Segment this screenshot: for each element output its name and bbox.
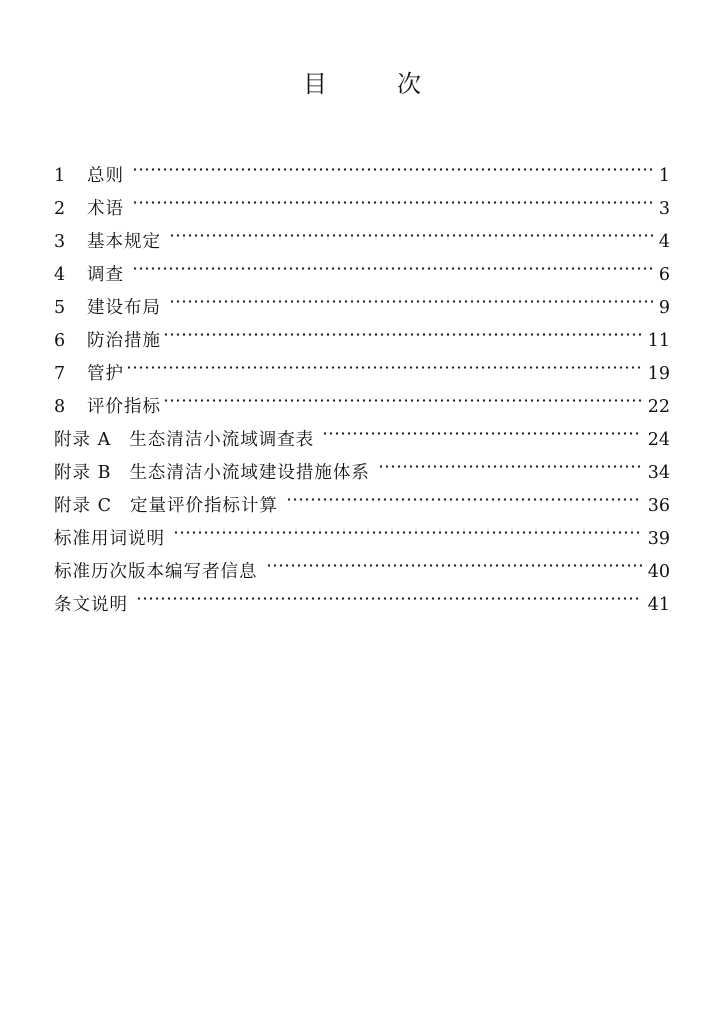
toc-entry-label: 标准用词说明: [54, 529, 165, 549]
toc-title-right: 次: [397, 70, 421, 98]
toc-leader-dots: [322, 412, 642, 445]
toc-leader-dots: [126, 346, 642, 379]
toc-entry[interactable]: [54, 148, 670, 186]
toc-leader-dots: [163, 379, 642, 412]
toc-entry-page: 41: [647, 595, 670, 615]
toc-appendix-prefix: 附录 B: [54, 463, 112, 483]
toc-entry-label: 管护: [87, 364, 124, 384]
toc-entry-label: 术语: [87, 199, 124, 219]
toc-appendix-prefix: 附录 A: [54, 430, 112, 450]
toc-leader-dots: [169, 280, 653, 313]
toc-leader-dots: [132, 181, 653, 214]
toc-entry-label: 基本规定: [87, 232, 161, 252]
toc-entry-page: 1: [658, 166, 670, 186]
toc-entry-page: 11: [647, 331, 670, 351]
toc-leader-dots: [173, 511, 642, 544]
toc-entry-page: 9: [658, 298, 670, 318]
toc-entry-page: 4: [658, 232, 670, 252]
toc-entry-number: 2: [54, 199, 66, 219]
toc-entry-label: 条文说明: [54, 595, 128, 615]
toc-leader-dots: [169, 214, 653, 247]
toc-entry-page: 34: [647, 463, 670, 483]
toc-entry-number: 6: [54, 331, 66, 351]
toc-entry-label: 评价指标: [87, 397, 161, 417]
toc-appendix-prefix: 附录 C: [54, 496, 112, 516]
toc-entry-number: 3: [54, 232, 66, 252]
toc-list: [54, 148, 670, 615]
toc-entry-number: 1: [54, 166, 66, 186]
toc-entry[interactable]: [54, 247, 670, 285]
toc-entry-page: 39: [647, 529, 670, 549]
toc-entry-label: 调查: [87, 265, 124, 285]
toc-leader-dots: [132, 148, 653, 181]
toc-leader-dots: [163, 313, 642, 346]
toc-entry-page: 24: [647, 430, 670, 450]
toc-entry-page: 22: [647, 397, 670, 417]
toc-entry-label: 建设布局: [87, 298, 161, 318]
toc-entry-number: 4: [54, 265, 66, 285]
toc-entry-page: 40: [647, 562, 670, 582]
toc-entry-page: 3: [658, 199, 670, 219]
toc-appendix-label: 定量评价指标计算: [129, 496, 278, 516]
toc-entry-page: 19: [647, 364, 670, 384]
toc-appendix-label: 生态清洁小流域调查表: [129, 430, 315, 450]
toc-entry-number: 8: [54, 397, 66, 417]
toc-trailing-entry[interactable]: [54, 577, 670, 615]
toc-appendix-label: 生态清洁小流域建设措施体系: [129, 463, 370, 483]
toc-entry[interactable]: [54, 379, 670, 417]
toc-leader-dots: [266, 544, 642, 577]
toc-entry[interactable]: [54, 214, 670, 252]
toc-entry[interactable]: [54, 181, 670, 219]
toc-title: [0, 64, 724, 99]
toc-entry-label: 标准历次版本编写者信息: [54, 562, 258, 582]
toc-entry-label: 防治措施: [87, 331, 161, 351]
toc-entry-number: 7: [54, 364, 66, 384]
toc-leader-dots: [286, 478, 642, 511]
toc-entry-number: 5: [54, 298, 66, 318]
toc-leader-dots: [378, 445, 642, 478]
toc-entry-label: 总则: [87, 166, 124, 186]
toc-entry-page: 36: [647, 496, 670, 516]
toc-entry[interactable]: [54, 280, 670, 318]
toc-leader-dots: [132, 247, 653, 280]
toc-entry[interactable]: [54, 346, 670, 384]
toc-title-left: 目: [303, 70, 327, 98]
toc-entry-page: 6: [658, 265, 670, 285]
toc-leader-dots: [136, 577, 642, 610]
